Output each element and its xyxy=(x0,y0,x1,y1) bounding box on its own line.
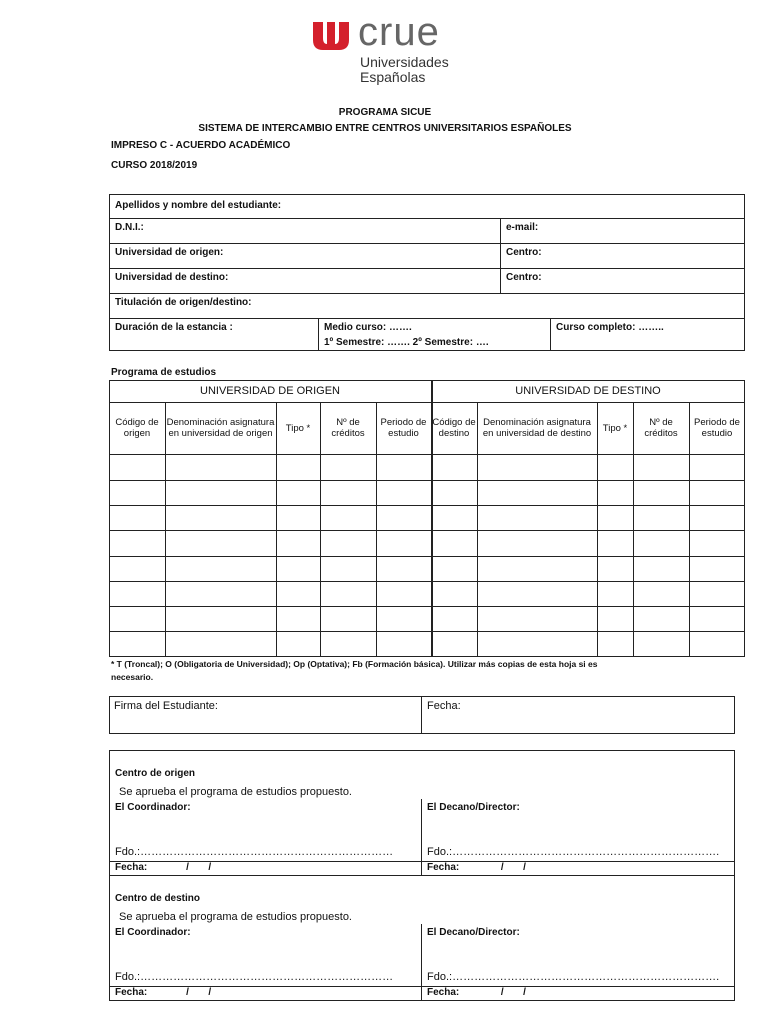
dest-code-cell[interactable] xyxy=(432,481,476,504)
origin-approval-text: Se aprueba el programa de estudios propuesto. xyxy=(119,786,352,798)
origin-period-cell[interactable] xyxy=(377,455,430,479)
origin-code-cell[interactable] xyxy=(110,632,164,656)
medio-curso-field[interactable]: Medio curso: ……. xyxy=(324,322,412,333)
dest-credits-cell[interactable] xyxy=(634,481,688,504)
dest-code-cell[interactable] xyxy=(432,582,476,605)
origin-period-cell[interactable] xyxy=(377,632,430,656)
dest-type-cell[interactable] xyxy=(598,531,632,555)
program-title: PROGRAMA SICUE xyxy=(338,107,432,118)
origin-period-cell[interactable] xyxy=(377,481,430,504)
origin-subject-cell[interactable] xyxy=(166,557,275,580)
dest-dean-date[interactable]: Fecha: / / xyxy=(427,987,526,998)
origin-type-cell[interactable] xyxy=(277,582,319,605)
origin-dean-label: El Decano/Director: xyxy=(427,802,520,813)
origin-type-cell[interactable] xyxy=(277,632,319,656)
origin-subject-cell[interactable] xyxy=(166,632,275,656)
dest-subject-cell[interactable] xyxy=(478,506,596,529)
origin-credits-cell[interactable] xyxy=(321,607,375,630)
origin-credits-cell[interactable] xyxy=(321,481,375,504)
dest-subject-cell[interactable] xyxy=(478,481,596,504)
crue-logo-line1: Universidades xyxy=(360,54,449,70)
origin-coordinator-label: El Coordinador: xyxy=(115,802,191,813)
origin-code-header: Código de origen xyxy=(115,417,159,439)
dest-credits-header: Nº de créditos xyxy=(644,417,678,439)
dest-subject-cell[interactable] xyxy=(478,531,596,555)
dest-code-cell[interactable] xyxy=(432,557,476,580)
dest-code-cell[interactable] xyxy=(432,531,476,555)
tipo-footnote: * T (Troncal); O (Obligatoria de Universidad); Op (Optativa); Fb (Formación básica). Utilizar más copias de esta hoja si es necesario. xyxy=(111,659,598,682)
duracion-label: Duración de la estancia : xyxy=(115,322,233,333)
origin-credits-header: Nº de créditos xyxy=(331,417,365,439)
dest-credits-cell[interactable] xyxy=(634,607,688,630)
origin-type-cell[interactable] xyxy=(277,481,319,504)
origin-type-cell[interactable] xyxy=(277,531,319,555)
origin-period-cell[interactable] xyxy=(377,582,430,605)
origin-subject-cell[interactable] xyxy=(166,455,275,479)
dest-subject-cell[interactable] xyxy=(478,607,596,630)
dest-type-cell[interactable] xyxy=(598,582,632,605)
origin-centre-title: Centro de origen xyxy=(115,768,196,779)
programa-title: Programa de estudios xyxy=(111,367,217,378)
origin-type-cell[interactable] xyxy=(277,506,319,529)
origin-period-cell[interactable] xyxy=(377,531,430,555)
dest-centre-title: Centro de destino xyxy=(115,893,201,904)
dest-type-header: Tipo * xyxy=(602,422,628,434)
crue-logo-mark xyxy=(311,20,351,50)
origin-period-cell[interactable] xyxy=(377,506,430,529)
origin-university-field[interactable]: Universidad de origen: xyxy=(115,247,224,258)
origin-centro-field[interactable]: Centro: xyxy=(506,247,542,258)
dest-code-cell[interactable] xyxy=(432,455,476,479)
semestres-field[interactable]: 1º Semestre: ……. 2º Semestre: …. xyxy=(324,337,489,348)
dest-period-cell[interactable] xyxy=(690,481,744,504)
dest-code-cell[interactable] xyxy=(432,506,476,529)
dest-period-cell[interactable] xyxy=(690,506,744,529)
dest-credits-cell[interactable] xyxy=(634,582,688,605)
origin-credits-cell[interactable] xyxy=(321,455,375,479)
origin-subject-cell[interactable] xyxy=(166,531,275,555)
origin-subject-cell[interactable] xyxy=(166,481,275,504)
origin-code-cell[interactable] xyxy=(110,455,164,479)
dest-credits-cell[interactable] xyxy=(634,455,688,479)
origin-code-cell[interactable] xyxy=(110,607,164,630)
dest-period-cell[interactable] xyxy=(690,582,744,605)
dest-code-header: Código de destino xyxy=(432,417,476,439)
origin-subject-cell[interactable] xyxy=(166,506,275,529)
dest-university-header: UNIVERSIDAD DE DESTINO xyxy=(515,385,661,397)
origin-type-header: Tipo * xyxy=(285,422,311,434)
origin-code-cell[interactable] xyxy=(110,506,164,529)
dest-subject-cell[interactable] xyxy=(478,455,596,479)
dest-dean-signature[interactable]: Fdo.:………………………………………………………………. xyxy=(427,971,720,983)
student-name-field[interactable]: Apellidos y nombre del estudiante: xyxy=(115,200,282,211)
origin-subject-cell[interactable] xyxy=(166,607,275,630)
dest-type-cell[interactable] xyxy=(598,607,632,630)
dest-university-field[interactable]: Universidad de destino: xyxy=(115,272,229,283)
origin-code-cell[interactable] xyxy=(110,531,164,555)
dest-period-cell[interactable] xyxy=(690,557,744,580)
dest-type-cell[interactable] xyxy=(598,632,632,656)
dest-credits-cell[interactable] xyxy=(634,531,688,555)
email-field[interactable]: e-mail: xyxy=(506,222,539,233)
origin-university-header: UNIVERSIDAD DE ORIGEN xyxy=(200,385,340,397)
origin-credits-cell[interactable] xyxy=(321,506,375,529)
dest-type-cell[interactable] xyxy=(598,481,632,504)
dest-credits-cell[interactable] xyxy=(634,557,688,580)
curso-title: CURSO 2018/2019 xyxy=(111,160,198,171)
dest-period-cell[interactable] xyxy=(690,455,744,479)
dest-code-cell[interactable] xyxy=(432,632,476,656)
origin-dean-date[interactable]: Fecha: / / xyxy=(427,862,526,873)
dest-subject-cell[interactable] xyxy=(478,557,596,580)
origin-credits-cell[interactable] xyxy=(321,582,375,605)
origin-period-cell[interactable] xyxy=(377,557,430,580)
origin-period-cell[interactable] xyxy=(377,607,430,630)
dest-period-header: Periodo de estudio xyxy=(694,417,740,439)
dest-period-cell[interactable] xyxy=(690,531,744,555)
origin-period-header: Periodo de estudio xyxy=(380,417,427,439)
dest-credits-cell[interactable] xyxy=(634,632,688,656)
dest-code-cell[interactable] xyxy=(432,607,476,630)
dest-centro-field[interactable]: Centro: xyxy=(506,272,542,283)
curso-completo-field[interactable]: Curso completo: …….. xyxy=(556,322,664,333)
dest-period-cell[interactable] xyxy=(690,632,744,656)
dest-coordinator-label: El Coordinador: xyxy=(115,927,191,938)
origin-coordinator-date[interactable]: Fecha: / / xyxy=(115,862,212,873)
dest-subject-header: Denominación asignatura en universidad de destino xyxy=(482,417,592,439)
dest-subject-cell[interactable] xyxy=(478,582,596,605)
dest-dean-label: El Decano/Director: xyxy=(427,927,520,938)
impreso-title: IMPRESO C - ACUERDO ACADÉMICO xyxy=(111,140,291,151)
origin-dean-signature[interactable]: Fdo.:………………………………………………………………. xyxy=(427,846,720,858)
origin-subject-cell[interactable] xyxy=(166,582,275,605)
dest-subject-cell[interactable] xyxy=(478,632,596,656)
student-date-field[interactable]: Fecha: xyxy=(427,700,461,712)
origin-credits-cell[interactable] xyxy=(321,557,375,580)
origin-coordinator-signature[interactable]: Fdo.:…………………………………………………………… xyxy=(115,846,394,858)
origin-type-cell[interactable] xyxy=(277,557,319,580)
crue-logo-text: crue xyxy=(358,10,440,54)
origin-credits-cell[interactable] xyxy=(321,531,375,555)
origin-subject-header: Denominación asignatura en universidad de origen xyxy=(166,417,275,439)
dest-credits-cell[interactable] xyxy=(634,506,688,529)
dest-coordinator-date[interactable]: Fecha: / / xyxy=(115,987,212,998)
dest-approval-text: Se aprueba el programa de estudios propuesto. xyxy=(119,911,352,923)
origin-code-cell[interactable] xyxy=(110,481,164,504)
dni-field[interactable]: D.N.I.: xyxy=(115,222,144,233)
crue-logo-line2: Españolas xyxy=(360,69,426,85)
origin-code-cell[interactable] xyxy=(110,582,164,605)
origin-type-cell[interactable] xyxy=(277,455,319,479)
dest-type-cell[interactable] xyxy=(598,557,632,580)
origin-credits-cell[interactable] xyxy=(321,632,375,656)
titulacion-field[interactable]: Titulación de origen/destino: xyxy=(115,297,252,308)
dest-coordinator-signature[interactable]: Fdo.:…………………………………………………………… xyxy=(115,971,394,983)
dest-type-cell[interactable] xyxy=(598,506,632,529)
system-title: SISTEMA DE INTERCAMBIO ENTRE CENTROS UNIVERSITARIOS ESPAÑOLES xyxy=(198,123,572,134)
dest-type-cell[interactable] xyxy=(598,455,632,479)
dest-period-cell[interactable] xyxy=(690,607,744,630)
student-signature-field[interactable]: Firma del Estudiante: xyxy=(114,700,218,712)
origin-type-cell[interactable] xyxy=(277,607,319,630)
origin-code-cell[interactable] xyxy=(110,557,164,580)
